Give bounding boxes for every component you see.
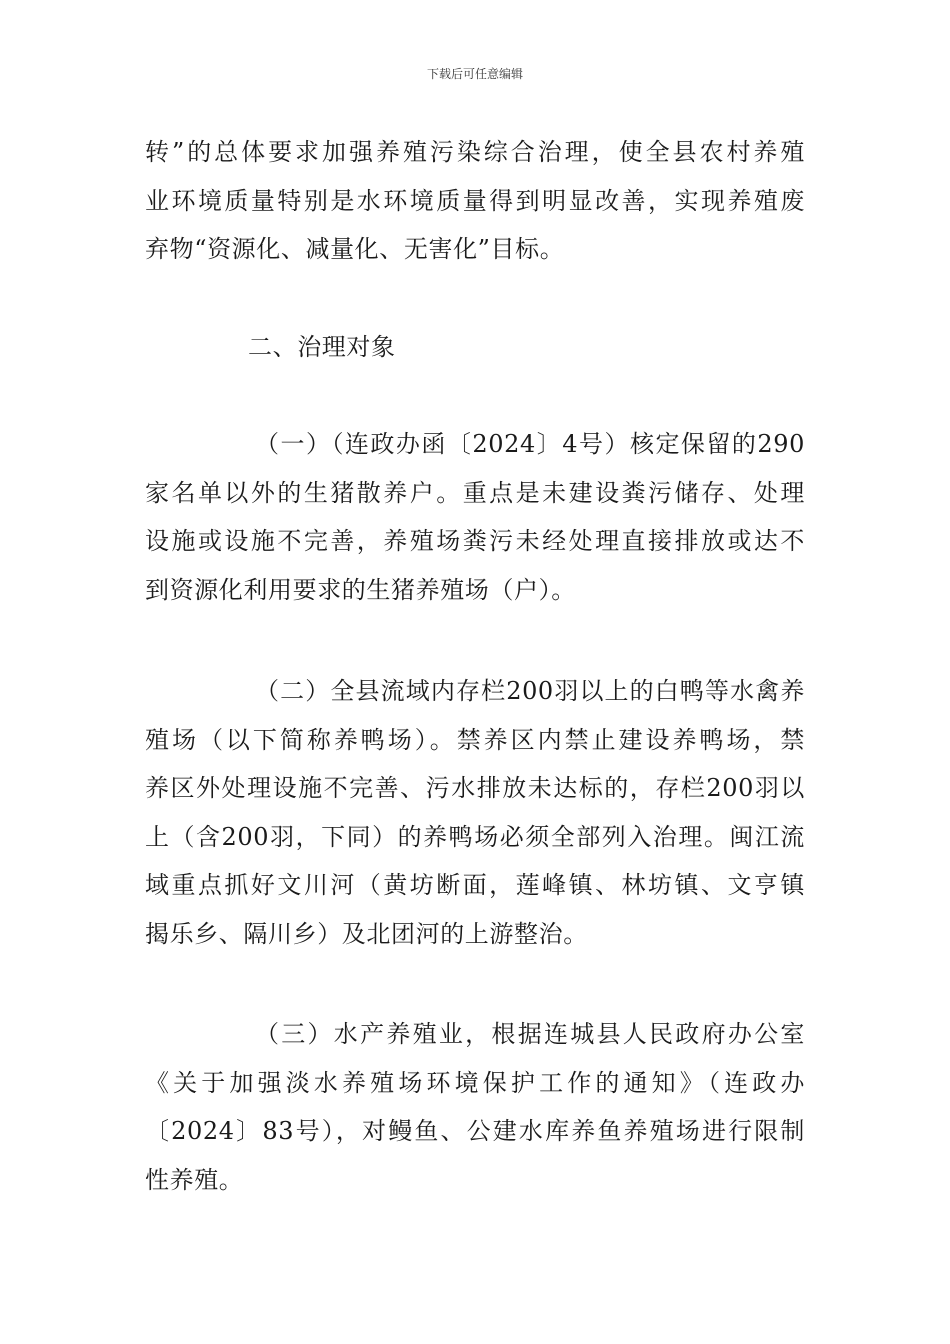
text-line: 揭乐乡、隔川乡）及北团河的上游整治。 [145, 919, 588, 948]
text-line: 转”的总体要求加强养殖污染综合治理，使全县农村养殖 [145, 138, 805, 166]
text-line: 性养殖。 [145, 1165, 244, 1194]
text-line: 域重点抓好文川河（黄坊断面，莲峰镇、林坊镇、文亨镇 [145, 871, 805, 899]
text-line: 弃物“资源化、减量化、无害化”目标。 [145, 235, 565, 263]
paragraph-item-2 [145, 667, 805, 958]
paragraph-item-1 [145, 420, 805, 614]
text-line: （三）水产养殖业，根据连城县人民政府办公室 [255, 1020, 805, 1048]
text-line: 《关于加强淡水养殖场环境保护工作的通知》（连政办 [145, 1068, 805, 1097]
paragraph-item-3 [145, 1010, 805, 1204]
text-line: 家名单以外的生猪散养户。重点是未建设粪污储存、处理 [145, 478, 805, 507]
text-line: 到资源化利用要求的生猪养殖场（户）。 [145, 575, 576, 604]
text-line: 业环境质量特别是水环境质量得到明显改善，实现养殖废 [145, 186, 805, 215]
text-line: （二）全县流域内存栏200羽以上的白鸭等水禽养 [255, 677, 805, 705]
document-body [145, 128, 805, 1204]
section-heading-text: 二、治理对象 [248, 332, 396, 361]
text-line: 养区外处理设施不完善、污水排放未达标的，存栏200羽以 [145, 774, 805, 802]
text-line: 殖场（以下简称养鸭场）。禁养区内禁止建设养鸭场，禁 [145, 725, 805, 754]
section-heading [145, 323, 805, 372]
paragraph-intro-continued [145, 128, 805, 274]
text-line: 〔2024〕83号），对鳗鱼、公建水库养鱼养殖场进行限制 [145, 1117, 805, 1145]
page-header: 下载后可任意编辑 [426, 67, 523, 81]
text-line: （一）（连政办函〔2024〕4号）核定保留的290 [255, 430, 805, 458]
text-line: 上（含200羽，下同）的养鸭场必须全部列入治理。闽江流 [145, 822, 805, 851]
text-line: 设施或设施不完善，养殖场粪污未经处理直接排放或达不 [145, 527, 805, 555]
